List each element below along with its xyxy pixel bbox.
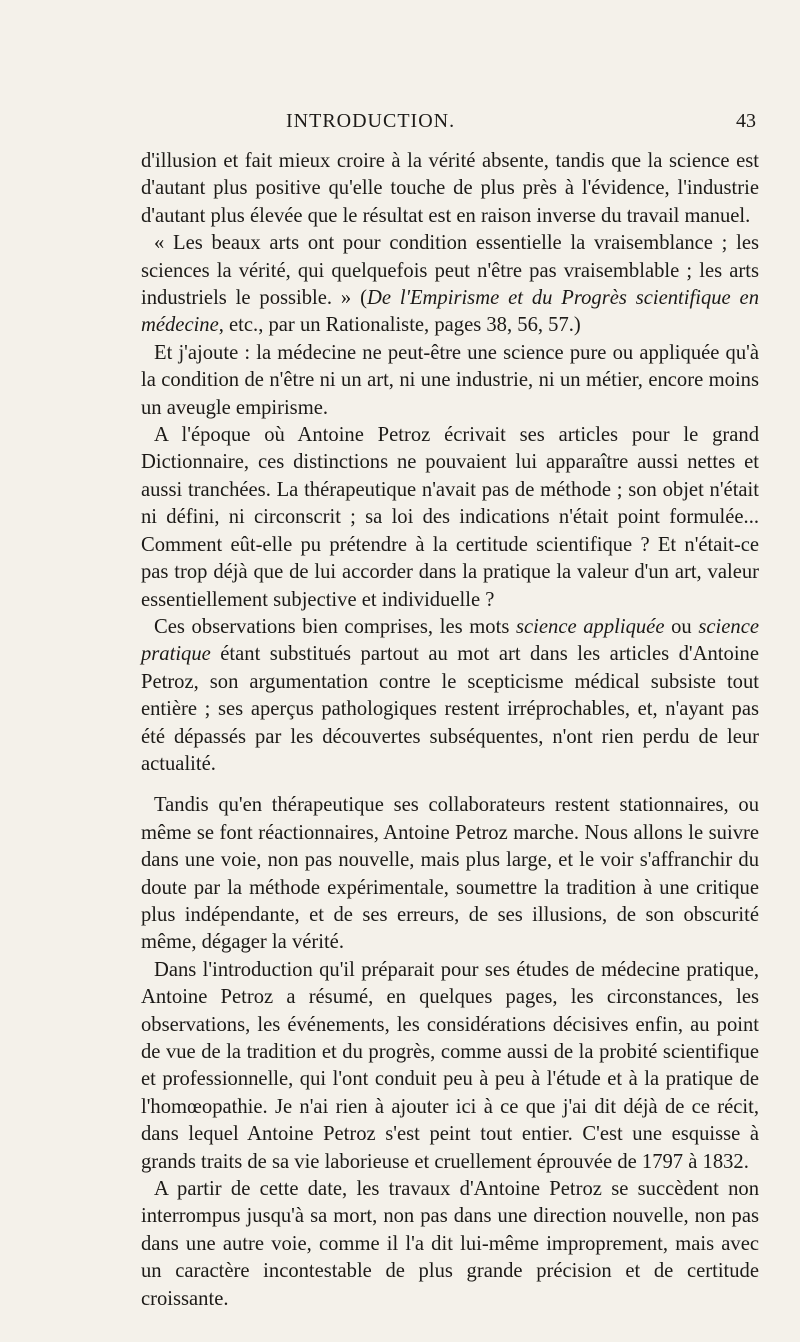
cited-title: De l'Empirisme et du Progrès scientifique en médecine [141, 287, 759, 337]
paragraph: d'illusion et fait mieux croire à la vérité absente, tandis que la science est d'autant plus positive qu'elle touche de plus près à l'évidence, l'industrie d'autant plus élevée que le résultat est en raison inverse du travail manuel. [141, 150, 759, 227]
emphasis: science pratique [141, 615, 759, 666]
page-header [146, 110, 756, 140]
paragraph [141, 614, 759, 778]
quote-paragraph [141, 230, 759, 340]
emphasis: science appliquée [516, 615, 665, 638]
page-number: 43 [736, 110, 756, 132]
paragraph-text: étant substitués partout au mot art dans les articles d'Antoine Petroz, son argumentation contre le scepticisme médical subsiste tout entière ; ses aperçus pathologiques restent irréprochables, et, n'ayant pas été dépassés par les découvertes subséquentes, n'ont rien perdu de leur actualité. [141, 643, 759, 775]
paragraph: A l'époque où Antoine Petroz écrivait ses articles pour le grand Dictionnaire, ces distinctions ne pouvaient lui apparaître aussi nettes et aussi tranchées. La thérapeutique n'avait pas de méthode ; son objet n'était ni défini, ni circonscrit ; sa loi des indications n'était point formulée... Comment eût-elle pu prétendre à la certitude scientifique ? Et n'était-ce pas trop déjà que de lui accorder dans la pratique la valeur d'un art, valeur essentiellement subjective et individuelle ? [141, 424, 759, 611]
body-text [141, 148, 759, 1313]
paragraph: Et j'ajoute : la médecine ne peut-être une science pure ou appliquée qu'à la condition de n'être ni un art, ni une industrie, ni un métier, encore moins un aveugle empirisme. [141, 341, 759, 419]
running-title: INTRODUCTION. [286, 110, 456, 132]
paragraph-text: Ces observations bien comprises, les mots [154, 615, 516, 638]
paragraph: Tandis qu'en thérapeutique ses collaborateurs restent stationnaires, ou même se font réactionnaires, Antoine Petroz marche. Nous allons le suivre dans une voie, non pas nouvelle, mais plus large, et le voir s'affranchir du doute par la méthode expérimentale, soumettre la tradition à une critique plus indépendante, et de ses erreurs, de ses illusions, de son obscurité même, dégager la vérité. [141, 794, 759, 954]
quote-text: « Les beaux arts ont pour condition essentielle la vraisemblance ; les sciences la vérité, qui quelquefois peut n'être pas vraisemblable ; les arts industriels le possible. » ( [141, 232, 759, 310]
paragraph: Dans l'introduction qu'il préparait pour ses études de médecine pratique, Antoine Petroz a résumé, en quelques pages, les circonstances, les observations, les événements, les considérations décisives enfin, au point de vue de la tradition et du progrès, comme aussi de la probité scientifique et professionnelle, qui l'ont conduit peu à peu à l'étude et à la pratique de l'homœopathie. Je n'ai rien à ajouter ici à ce que j'ai dit déjà de ce récit, dans lequel Antoine Petroz s'est peint tout entier. C'est une esquisse à grands traits de sa vie laborieuse et cruellement éprouvée de 1797 à 1832. [141, 958, 759, 1173]
paragraph-text: ou [664, 615, 699, 638]
paragraph: A partir de cette date, les travaux d'Antoine Petroz se succèdent non interrompus jusqu'à sa mort, non pas dans une direction nouvelle, non pas dans une autre voie, comme il l'a dit lui-même improprement, mais avec un caractère incontestable de plus grande précision et de certitude croissante. [141, 1178, 759, 1310]
citation-details: , etc., par un Rationaliste, pages 38, 56, 57.) [218, 314, 581, 337]
